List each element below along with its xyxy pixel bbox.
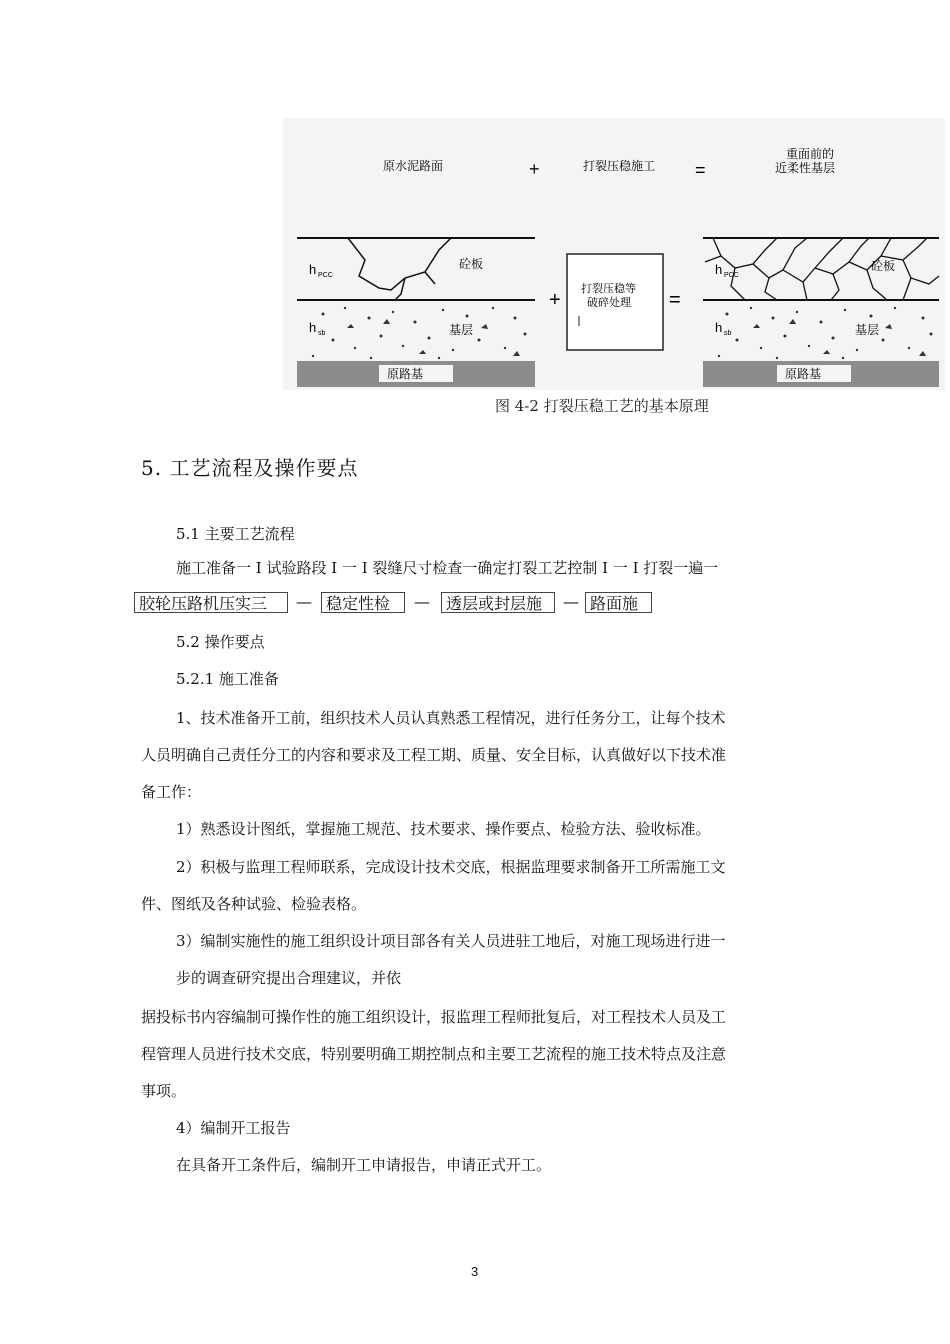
plus-sign-middle: + (549, 289, 561, 311)
figure-caption: 图 4-2 打裂压稳工艺的基本原理 (495, 397, 709, 415)
equals-sign-top: = (695, 160, 706, 180)
item2-line1: 2）积极与监理工程师联系，完成设计技术交底，根据监理要求制备开工所需施工文 (176, 858, 726, 876)
left-base-label: 基层 (449, 323, 474, 337)
flow-dash-3: — (563, 592, 579, 611)
right-h-sb-sub: sb (724, 330, 732, 337)
right-h-sb: h (715, 320, 723, 335)
left-h-pcc: h (309, 262, 317, 277)
pavement-diagram (283, 118, 945, 390)
flow-dash-2: — (414, 592, 430, 611)
flow-dash-1: — (296, 592, 312, 611)
right-h-pcc-sub: PCC (724, 272, 739, 279)
item2-line2: 件、图纸及各种试验、检验表格。 (141, 895, 367, 913)
pavement-diagram-svg (283, 118, 945, 390)
flow-box-compaction: 胶轮压路机压实三 (134, 592, 288, 613)
label-original-pavement: 原水泥路面 (383, 159, 444, 173)
item3-line1: 3）编制实施性的施工组织设计项目部各有关人员进驻工地后，对施工现场进行进一 (176, 932, 726, 950)
item3-line4: 程管理人员进行技术交底，特别要明确工期控制点和主要工艺流程的施工技术特点及注意 (141, 1045, 727, 1063)
page-number: 3 (471, 1264, 479, 1279)
left-h-sb-sub: sb (318, 330, 326, 337)
left-slab-label: 砼板 (459, 257, 484, 271)
right-slab-label: 砼板 (871, 259, 896, 273)
para1-line3: 备工作： (141, 783, 202, 801)
right-subgrade-label: 原路基 (785, 367, 822, 381)
label-crack-seat-construction: 打裂压稳施工 (583, 159, 656, 173)
item1: 1）熟悉设计图纸，掌握施工规范、技术要求、操作要点、检验方法、验收标准。 (176, 820, 711, 838)
left-h-pcc-sub: PCC (318, 272, 333, 279)
left-h-sb: h (309, 320, 317, 335)
subsection-5-1-title: 5.1 主要工艺流程 (176, 525, 295, 543)
flow-box-stability: 稳定性检 (321, 592, 405, 613)
subsection-5-2-1-title: 5.2.1 施工准备 (176, 670, 279, 688)
process-box-line1: 打裂压稳等 (581, 283, 636, 295)
label-result-line2: 近柔性基层 (775, 161, 836, 175)
left-subgrade-label: 原路基 (387, 367, 424, 381)
section-title: 5. 工艺流程及操作要点 (141, 456, 359, 480)
label-result-line1: 重面前的 (786, 147, 835, 161)
equals-sign-middle: = (669, 289, 681, 311)
flow-box-pavement: 路面施 (585, 592, 652, 613)
para1-line1: 1、技术准备开工前，组织技术人员认真熟悉工程情况，进行任务分工，让每个技术 (176, 709, 726, 727)
right-h-pcc: h (715, 262, 723, 277)
item3-line2: 步的调查研究提出合理建议，并依 (176, 969, 402, 987)
process-flow-line: 施工准备一 I 试验路段 I 一 I 裂缝尺寸检查一确定打裂工艺控制 I 一 I 打裂一遍一 (176, 559, 719, 577)
plus-sign-top: + (529, 159, 540, 179)
process-box-line2: 破碎处理 (587, 297, 631, 309)
item4-title: 4）编制开工报告 (176, 1119, 291, 1137)
subsection-5-2-title: 5.2 操作要点 (176, 633, 265, 651)
item3-line5: 事项。 (141, 1082, 187, 1100)
item3-line3: 据投标书内容编制可操作性的施工组织设计，报监理工程师批复后，对工程技术人员及工 (141, 1008, 727, 1026)
item4-text: 在具备开工条件后，编制开工申请报告，申请正式开工。 (176, 1156, 552, 1174)
right-base-label: 基层 (855, 323, 880, 337)
para1-line2: 人员明确自己责任分工的内容和要求及工程工期、质量、安全目标，认真做好以下技术准 (141, 746, 727, 764)
flow-box-seal-layer: 透层或封层施 (441, 592, 555, 613)
